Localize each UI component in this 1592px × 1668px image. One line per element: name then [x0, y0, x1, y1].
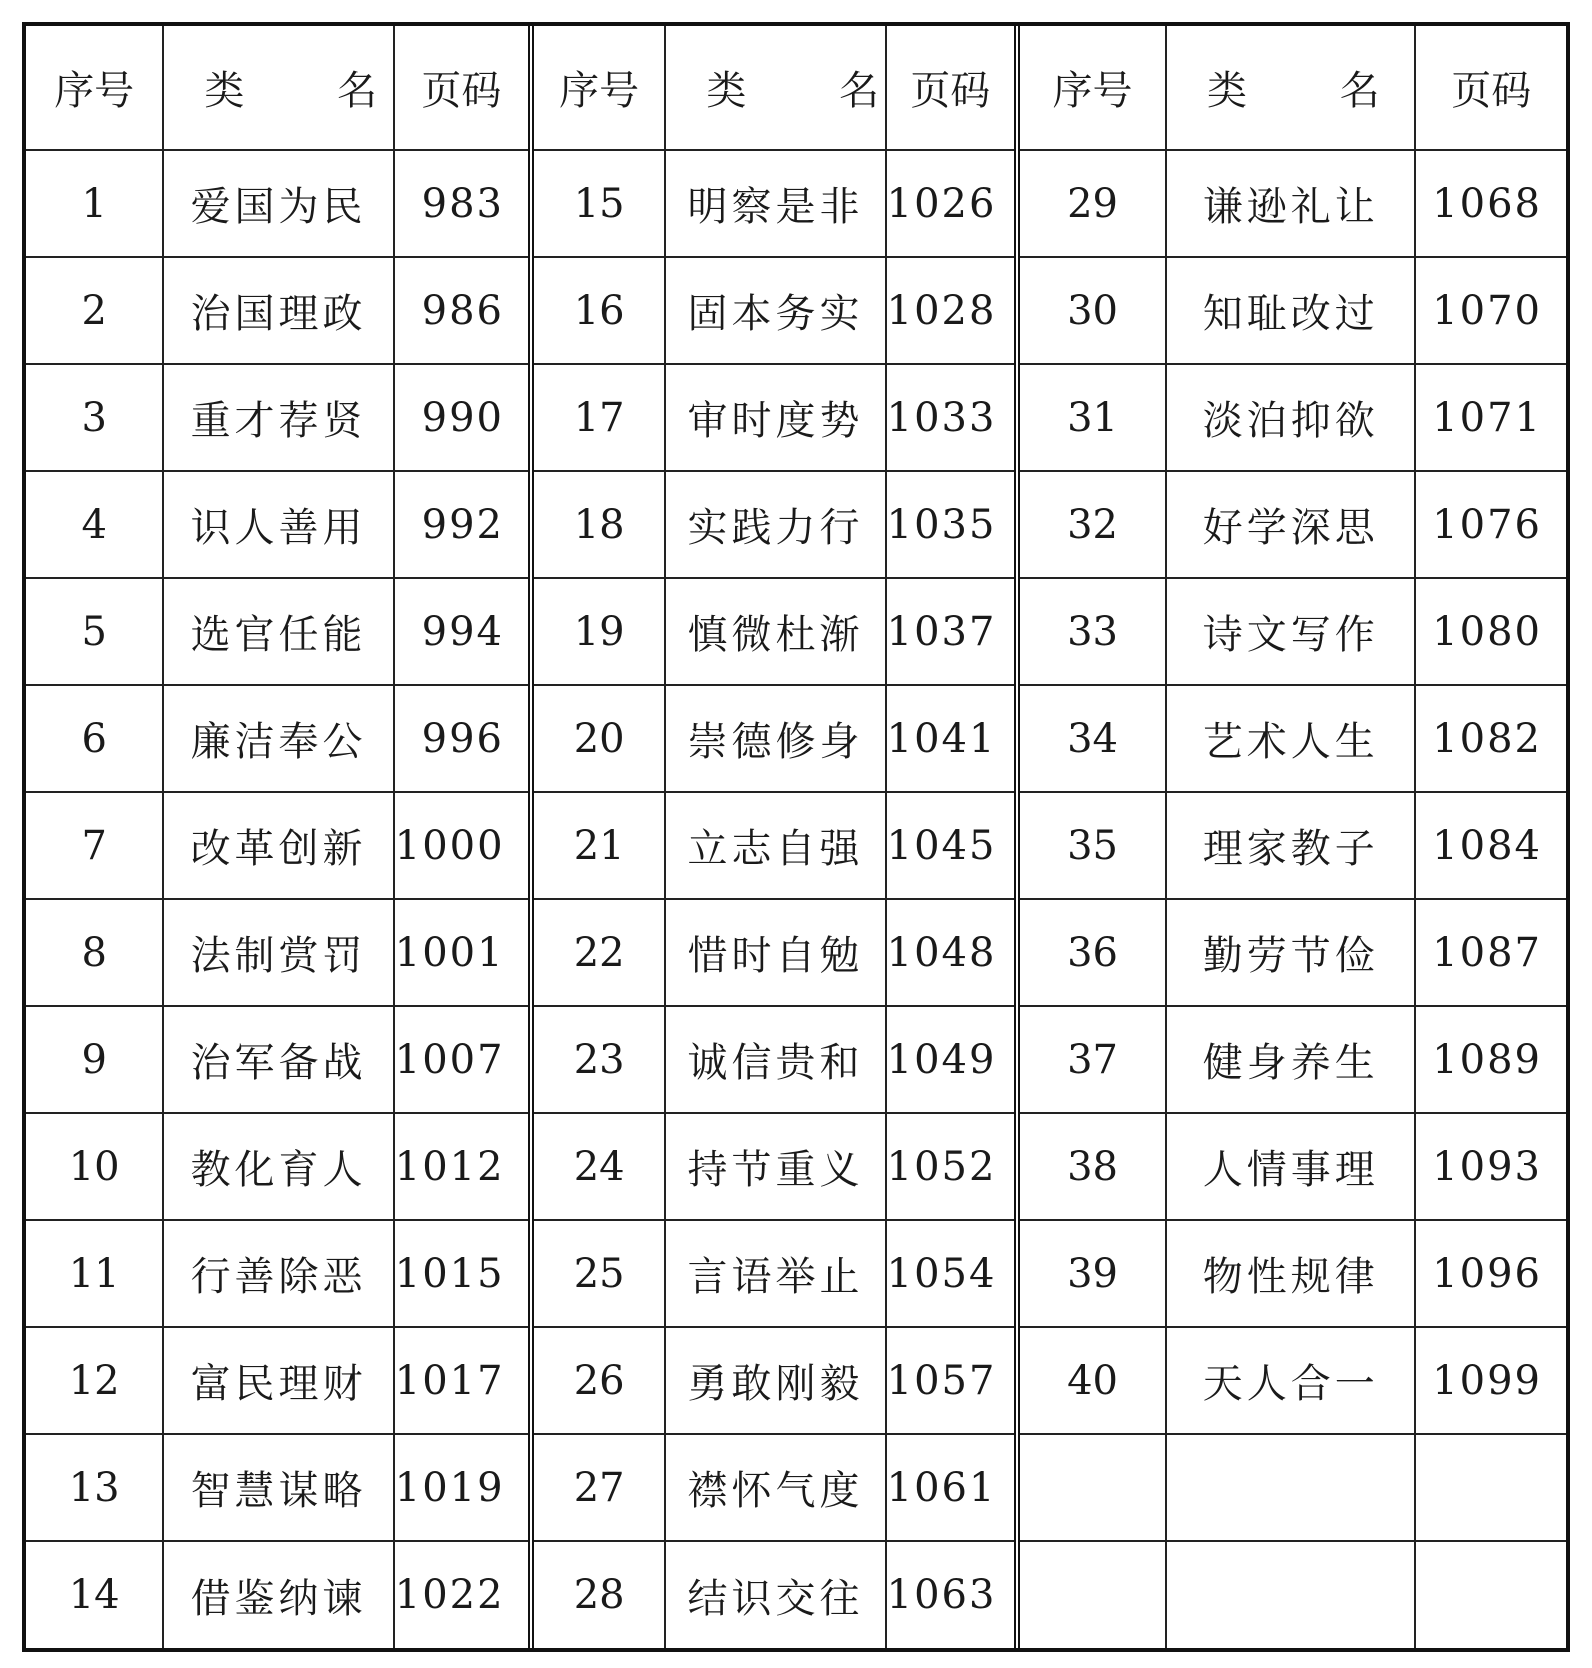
- table-block-1: [26, 26, 528, 1648]
- row-seq: 26: [534, 1327, 665, 1434]
- row-seq: [1020, 1434, 1166, 1541]
- header-page: 页码: [886, 26, 1014, 150]
- table-block-1-grid: [26, 26, 528, 1648]
- table-row: [26, 257, 528, 364]
- row-category-name: 治军备战: [163, 1006, 393, 1113]
- row-seq: 40: [1020, 1327, 1166, 1434]
- table-row: [534, 578, 1014, 685]
- header-row: [26, 26, 528, 150]
- header-name: 类 名: [1166, 26, 1415, 150]
- row-seq: 21: [534, 792, 665, 899]
- header-name: 类 名: [665, 26, 885, 150]
- table-row: [534, 150, 1014, 257]
- row-page-number: 1001: [394, 899, 528, 1006]
- row-category-name: 诗文写作: [1166, 578, 1415, 685]
- row-category-name: 物性规律: [1166, 1220, 1415, 1327]
- row-seq: 28: [534, 1541, 665, 1648]
- table-block-2-grid: [534, 26, 1014, 1648]
- table-row: [534, 471, 1014, 578]
- table-row: [1020, 150, 1566, 257]
- row-page-number: 1082: [1415, 685, 1566, 792]
- row-seq: 36: [1020, 899, 1166, 1006]
- row-category-name: 借鉴纳谏: [163, 1541, 393, 1648]
- row-seq: 19: [534, 578, 665, 685]
- row-category-name: 谦逊礼让: [1166, 150, 1415, 257]
- row-page-number: 1070: [1415, 257, 1566, 364]
- row-seq: 34: [1020, 685, 1166, 792]
- row-category-name: 廉洁奉公: [163, 685, 393, 792]
- row-category-name: 健身养生: [1166, 1006, 1415, 1113]
- header-seq: 序号: [26, 26, 163, 150]
- row-category-name: 结识交往: [665, 1541, 885, 1648]
- row-category-name: 艺术人生: [1166, 685, 1415, 792]
- row-page-number: 1089: [1415, 1006, 1566, 1113]
- row-category-name: 实践力行: [665, 471, 885, 578]
- row-category-name: 智慧谋略: [163, 1434, 393, 1541]
- table-row: [534, 1434, 1014, 1541]
- row-page-number: 1093: [1415, 1113, 1566, 1220]
- row-category-name: 言语举止: [665, 1220, 885, 1327]
- row-category-name: 崇德修身: [665, 685, 885, 792]
- row-category-name: 襟怀气度: [665, 1434, 885, 1541]
- table-row: [534, 364, 1014, 471]
- row-category-name: 诚信贵和: [665, 1006, 885, 1113]
- row-category-name: 法制赏罚: [163, 899, 393, 1006]
- row-seq: 2: [26, 257, 163, 364]
- table-row: [1020, 1327, 1566, 1434]
- row-seq: 6: [26, 685, 163, 792]
- table-row: [1020, 364, 1566, 471]
- table-row: [534, 899, 1014, 1006]
- row-page-number: 1068: [1415, 150, 1566, 257]
- row-page-number: 1076: [1415, 471, 1566, 578]
- row-category-name: 富民理财: [163, 1327, 393, 1434]
- table-row: [1020, 1541, 1566, 1648]
- row-category-name: 人情事理: [1166, 1113, 1415, 1220]
- row-category-name: 持节重义: [665, 1113, 885, 1220]
- row-seq: [1020, 1541, 1166, 1648]
- row-category-name: [1166, 1541, 1415, 1648]
- row-seq: 35: [1020, 792, 1166, 899]
- table-row: [534, 685, 1014, 792]
- table-row: [534, 1327, 1014, 1434]
- table-row: [26, 471, 528, 578]
- row-seq: 5: [26, 578, 163, 685]
- table-row: [534, 792, 1014, 899]
- row-page-number: [1415, 1434, 1566, 1541]
- row-category-name: 明察是非: [665, 150, 885, 257]
- table-row: [534, 1006, 1014, 1113]
- row-page-number: 990: [394, 364, 528, 471]
- table-row: [534, 1220, 1014, 1327]
- row-category-name: 知耻改过: [1166, 257, 1415, 364]
- row-seq: 37: [1020, 1006, 1166, 1113]
- table-block-3: [1014, 26, 1566, 1648]
- row-seq: 9: [26, 1006, 163, 1113]
- table-row: [26, 578, 528, 685]
- table-row: [1020, 1220, 1566, 1327]
- table-row: [1020, 1006, 1566, 1113]
- header-page: 页码: [394, 26, 528, 150]
- table-row: [26, 1327, 528, 1434]
- row-seq: 23: [534, 1006, 665, 1113]
- row-seq: 14: [26, 1541, 163, 1648]
- row-seq: 24: [534, 1113, 665, 1220]
- row-seq: 15: [534, 150, 665, 257]
- row-category-name: 立志自强: [665, 792, 885, 899]
- table-row: [1020, 792, 1566, 899]
- row-page-number: 1087: [1415, 899, 1566, 1006]
- row-page-number: 1017: [394, 1327, 528, 1434]
- row-seq: 38: [1020, 1113, 1166, 1220]
- table-row: [1020, 578, 1566, 685]
- row-page-number: 1049: [886, 1006, 1014, 1113]
- row-seq: 32: [1020, 471, 1166, 578]
- row-page-number: 1071: [1415, 364, 1566, 471]
- category-index-table: [22, 22, 1570, 1652]
- row-category-name: 选官任能: [163, 578, 393, 685]
- table-row: [26, 792, 528, 899]
- row-seq: 11: [26, 1220, 163, 1327]
- row-category-name: 教化育人: [163, 1113, 393, 1220]
- row-page-number: 1000: [394, 792, 528, 899]
- table-row: [534, 1113, 1014, 1220]
- row-category-name: 理家教子: [1166, 792, 1415, 899]
- table-row: [1020, 1113, 1566, 1220]
- row-page-number: 1015: [394, 1220, 528, 1327]
- row-page-number: 1026: [886, 150, 1014, 257]
- row-page-number: [1415, 1541, 1566, 1648]
- table-row: [26, 685, 528, 792]
- header-seq: 序号: [1020, 26, 1166, 150]
- row-page-number: 1035: [886, 471, 1014, 578]
- row-category-name: 天人合一: [1166, 1327, 1415, 1434]
- header-row: [534, 26, 1014, 150]
- row-page-number: 1033: [886, 364, 1014, 471]
- row-seq: 13: [26, 1434, 163, 1541]
- row-page-number: 1061: [886, 1434, 1014, 1541]
- row-category-name: 惜时自勉: [665, 899, 885, 1006]
- row-page-number: 1028: [886, 257, 1014, 364]
- table-row: [26, 1113, 528, 1220]
- row-seq: 8: [26, 899, 163, 1006]
- table-row: [1020, 471, 1566, 578]
- row-category-name: 固本务实: [665, 257, 885, 364]
- row-category-name: 重才荐贤: [163, 364, 393, 471]
- table-row: [26, 899, 528, 1006]
- table-row: [26, 364, 528, 471]
- row-category-name: 慎微杜渐: [665, 578, 885, 685]
- table-body-1: [26, 150, 528, 1648]
- row-page-number: 1022: [394, 1541, 528, 1648]
- row-category-name: [1166, 1434, 1415, 1541]
- row-category-name: 好学深思: [1166, 471, 1415, 578]
- row-category-name: 勤劳节俭: [1166, 899, 1415, 1006]
- row-page-number: 1052: [886, 1113, 1014, 1220]
- row-page-number: 1099: [1415, 1327, 1566, 1434]
- row-category-name: 识人善用: [163, 471, 393, 578]
- table-row: [26, 1220, 528, 1327]
- row-category-name: 治国理政: [163, 257, 393, 364]
- row-seq: 39: [1020, 1220, 1166, 1327]
- row-seq: 12: [26, 1327, 163, 1434]
- row-category-name: 行善除恶: [163, 1220, 393, 1327]
- row-category-name: 淡泊抑欲: [1166, 364, 1415, 471]
- row-page-number: 1037: [886, 578, 1014, 685]
- row-seq: 29: [1020, 150, 1166, 257]
- row-category-name: 爱国为民: [163, 150, 393, 257]
- row-seq: 17: [534, 364, 665, 471]
- row-page-number: 1084: [1415, 792, 1566, 899]
- row-seq: 10: [26, 1113, 163, 1220]
- row-page-number: 986: [394, 257, 528, 364]
- row-page-number: 996: [394, 685, 528, 792]
- row-page-number: 1019: [394, 1434, 528, 1541]
- row-seq: 31: [1020, 364, 1166, 471]
- row-page-number: 1063: [886, 1541, 1014, 1648]
- table-row: [534, 1541, 1014, 1648]
- table-body-2: [534, 150, 1014, 1648]
- table-row: [26, 1541, 528, 1648]
- table-row: [26, 1006, 528, 1113]
- row-seq: 20: [534, 685, 665, 792]
- header-row: [1020, 26, 1566, 150]
- table-row: [26, 150, 528, 257]
- row-seq: 7: [26, 792, 163, 899]
- table-row: [1020, 257, 1566, 364]
- row-page-number: 983: [394, 150, 528, 257]
- row-seq: 1: [26, 150, 163, 257]
- row-seq: 16: [534, 257, 665, 364]
- row-seq: 18: [534, 471, 665, 578]
- row-page-number: 1045: [886, 792, 1014, 899]
- row-category-name: 改革创新: [163, 792, 393, 899]
- table-block-3-grid: [1020, 26, 1566, 1648]
- row-seq: 3: [26, 364, 163, 471]
- table-row: [1020, 1434, 1566, 1541]
- row-category-name: 审时度势: [665, 364, 885, 471]
- table-body-3: [1020, 150, 1566, 1648]
- table-row: [26, 1434, 528, 1541]
- row-page-number: 1041: [886, 685, 1014, 792]
- row-seq: 4: [26, 471, 163, 578]
- header-seq: 序号: [534, 26, 665, 150]
- row-seq: 22: [534, 899, 665, 1006]
- row-page-number: 1048: [886, 899, 1014, 1006]
- row-page-number: 1012: [394, 1113, 528, 1220]
- table-block-2: [528, 26, 1014, 1648]
- table-row: [1020, 899, 1566, 1006]
- row-seq: 33: [1020, 578, 1166, 685]
- row-page-number: 992: [394, 471, 528, 578]
- table-row: [534, 257, 1014, 364]
- row-page-number: 1007: [394, 1006, 528, 1113]
- row-page-number: 1096: [1415, 1220, 1566, 1327]
- header-page: 页码: [1415, 26, 1566, 150]
- row-seq: 25: [534, 1220, 665, 1327]
- row-seq: 27: [534, 1434, 665, 1541]
- row-category-name: 勇敢刚毅: [665, 1327, 885, 1434]
- row-seq: 30: [1020, 257, 1166, 364]
- row-page-number: 1054: [886, 1220, 1014, 1327]
- header-name: 类 名: [163, 26, 393, 150]
- table-row: [1020, 685, 1566, 792]
- row-page-number: 1057: [886, 1327, 1014, 1434]
- row-page-number: 1080: [1415, 578, 1566, 685]
- row-page-number: 994: [394, 578, 528, 685]
